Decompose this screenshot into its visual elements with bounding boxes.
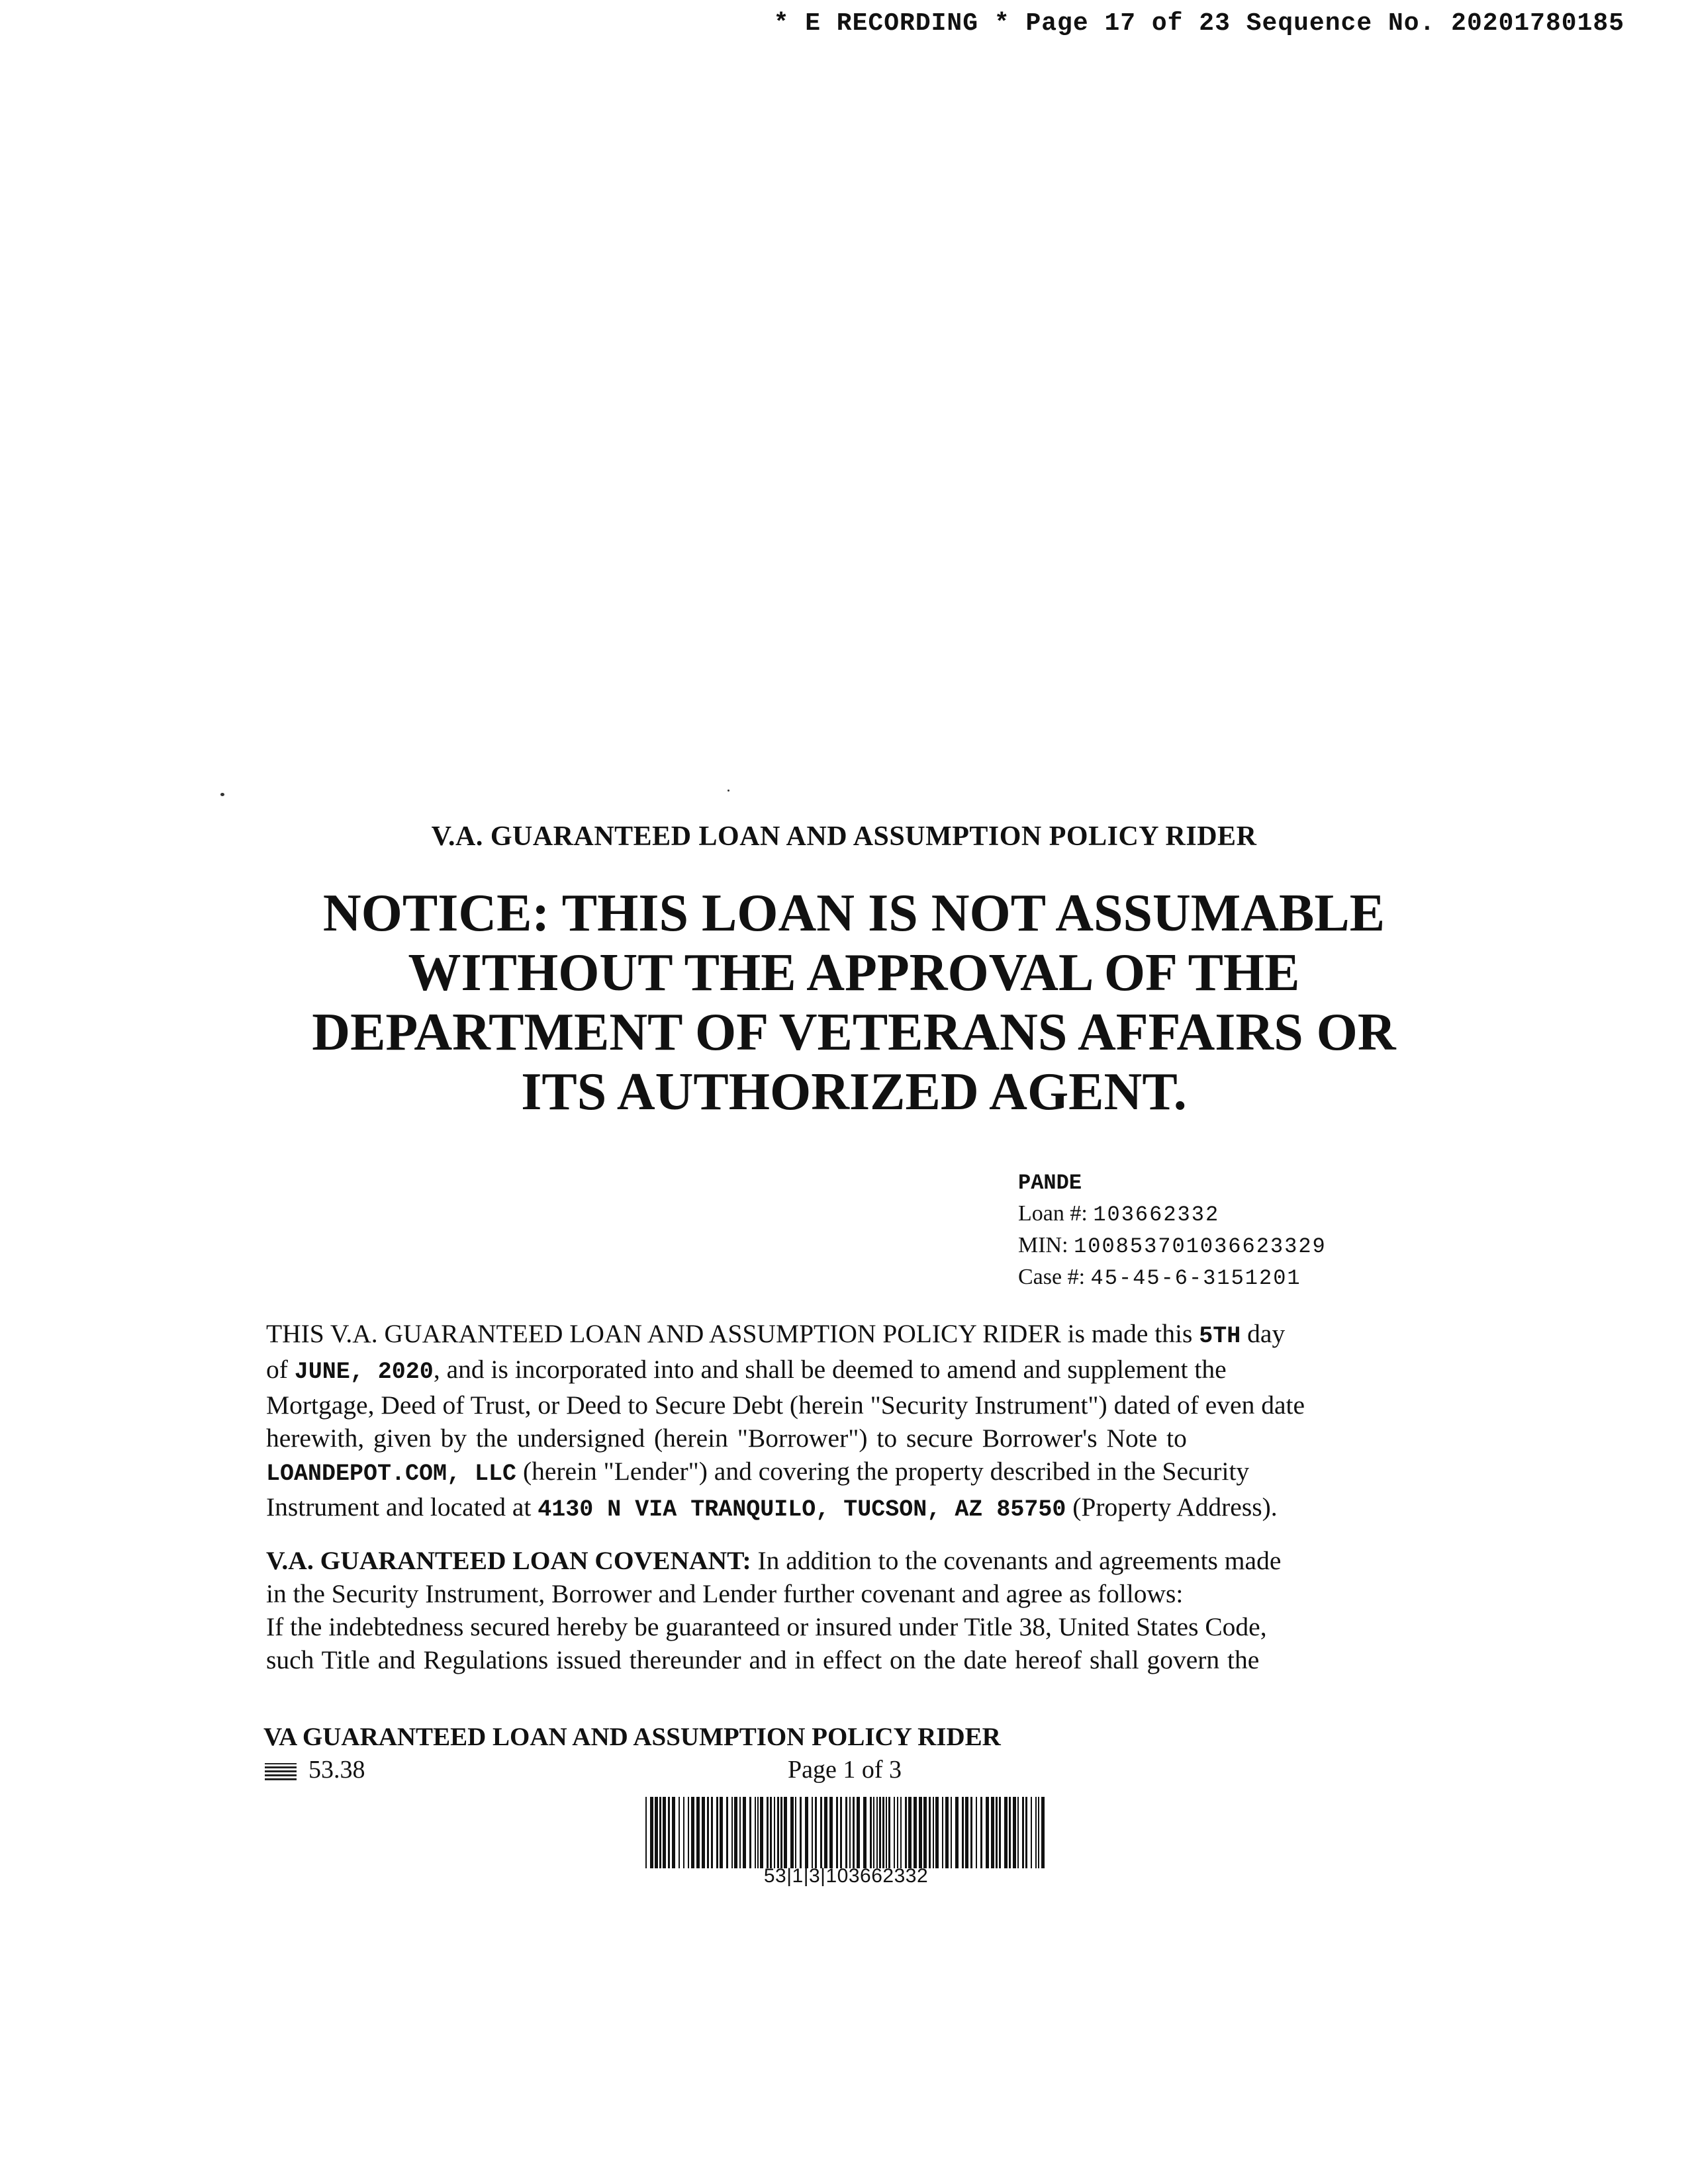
text-line: herewith, given by the undersigned (herein "Borrower") to secure Borrower's Note to <box>266 1424 1187 1453</box>
form-logo-icon <box>265 1763 297 1780</box>
text-line: such Title and Regulations issued thereunder and in effect on the date hereof shall govern the <box>266 1645 1260 1674</box>
barcode-bar <box>935 1797 939 1868</box>
barcode-bar <box>805 1797 808 1868</box>
text-line: If the indebtedness secured hereby be guaranteed or insured under Title 38, United States Code, <box>266 1612 1267 1641</box>
text-run: Instrument and located at <box>266 1492 538 1522</box>
barcode-bar <box>908 1797 912 1868</box>
barcode-bar <box>914 1797 917 1868</box>
barcode-bar <box>655 1797 658 1868</box>
barcode-bar <box>882 1797 884 1868</box>
barcode-bar <box>734 1797 737 1868</box>
loan-number-label: Loan #: <box>1018 1201 1088 1226</box>
barcode-bar <box>845 1797 847 1868</box>
text-line <box>266 1544 1426 1577</box>
barcode-bar <box>790 1797 794 1868</box>
barcode-bar <box>743 1797 746 1868</box>
assumption-notice <box>252 884 1456 1122</box>
form-code <box>265 1755 365 1784</box>
text-line <box>266 1317 1426 1353</box>
barcode-bar <box>774 1797 775 1868</box>
form-code-number: 53.38 <box>308 1756 365 1784</box>
barcode-bar <box>755 1797 756 1868</box>
loan-info-block <box>1018 1168 1327 1294</box>
barcode-bar <box>857 1797 860 1868</box>
barcode-bar <box>711 1797 713 1868</box>
notice-line: WITHOUT THE APPROVAL OF THE <box>408 944 1300 1002</box>
barcode-bar <box>870 1797 872 1868</box>
lender-name: LOANDEPOT.COM, LLC <box>266 1461 517 1487</box>
min-number: 100853701036623329 <box>1074 1234 1327 1259</box>
barcode-bar <box>824 1797 827 1868</box>
case-number-row <box>1018 1262 1327 1294</box>
loan-number-row <box>1018 1199 1327 1230</box>
barcode-bar <box>1025 1797 1027 1868</box>
barcode-bar <box>672 1797 675 1868</box>
barcode-bar <box>780 1797 782 1868</box>
text-run: (herein "Lender") and covering the property described in the Security <box>516 1457 1250 1486</box>
barcode-bar <box>749 1797 751 1868</box>
text-line: in the Security Instrument, Borrower and Lender further covenant and agree as follows: <box>266 1579 1184 1608</box>
barcode-bar <box>962 1797 964 1868</box>
min-label: MIN: <box>1018 1233 1068 1257</box>
barcode-bar <box>645 1797 647 1868</box>
covenant-heading: V.A. GUARANTEED LOAN COVENANT: <box>266 1546 751 1575</box>
notice-line: NOTICE: THIS LOAN IS NOT ASSUMABLE <box>322 884 1385 942</box>
barcode-bar <box>886 1797 887 1868</box>
text-run: THIS V.A. GUARANTEED LOAN AND ASSUMPTION POLICY RIDER is made this <box>266 1319 1199 1348</box>
barcode-bar <box>894 1797 895 1868</box>
rider-title: V.A. GUARANTEED LOAN AND ASSUMPTION POLICY RIDER <box>431 821 1257 852</box>
text-run: In addition to the covenants and agreements made <box>751 1546 1282 1575</box>
barcode-bar <box>829 1797 833 1868</box>
property-address: 4130 N VIA TRANQUILO, TUCSON, AZ 85750 <box>538 1496 1066 1523</box>
barcode-bar <box>986 1797 989 1868</box>
barcode-bar <box>955 1797 959 1868</box>
barcode-bar <box>980 1797 982 1868</box>
barcode <box>645 1797 1047 1868</box>
barcode-bar <box>1041 1797 1045 1868</box>
barcode-bar <box>650 1797 653 1868</box>
text-run: of <box>266 1355 295 1384</box>
barcode-bar <box>836 1797 838 1868</box>
text-run: , and is incorporated into and shall be deemed to amend and supplement the <box>433 1355 1227 1384</box>
barcode-bar <box>702 1797 705 1868</box>
intro-paragraph <box>266 1317 1426 1526</box>
barcode-bar <box>696 1797 700 1868</box>
barcode-bar <box>760 1797 763 1868</box>
barcode-bar <box>876 1797 878 1868</box>
barcode-bar <box>873 1797 874 1868</box>
barcode-bar <box>668 1797 670 1868</box>
barcode-bar <box>1017 1797 1019 1868</box>
text-run: day <box>1241 1319 1286 1348</box>
barcode-bar <box>731 1797 733 1868</box>
scan-speck <box>727 790 729 792</box>
barcode-bar <box>976 1797 977 1868</box>
barcode-bar <box>905 1797 907 1868</box>
barcode-bar <box>945 1797 949 1868</box>
case-number-label: Case #: <box>1018 1265 1086 1289</box>
text-line <box>266 1490 1426 1526</box>
barcode-bar <box>919 1797 922 1868</box>
barcode-bar <box>784 1797 787 1868</box>
barcode-bar <box>691 1797 694 1868</box>
page-number: Page 1 of 3 <box>788 1756 902 1784</box>
barcode-bar <box>951 1797 952 1868</box>
barcode-bar <box>820 1797 822 1868</box>
barcode-bar <box>840 1797 842 1868</box>
barcode-bar <box>900 1797 902 1868</box>
barcode-bar <box>679 1797 680 1868</box>
min-row <box>1018 1230 1327 1262</box>
text-line <box>266 1455 1426 1490</box>
barcode-bar <box>767 1797 769 1868</box>
barcode-bar <box>996 1797 998 1868</box>
barcode-bar <box>849 1797 851 1868</box>
barcode-bar <box>720 1797 723 1868</box>
covenant-paragraph <box>266 1544 1426 1676</box>
barcode-bar <box>812 1797 813 1868</box>
barcode-bar <box>707 1797 709 1868</box>
barcode-bar <box>726 1797 728 1868</box>
barcode-text: 53|1|3|103662332 <box>763 1865 929 1887</box>
rider-day: 5TH <box>1199 1323 1241 1349</box>
barcode-bar <box>991 1797 994 1868</box>
barcode-bar <box>965 1797 968 1868</box>
barcode-bar <box>688 1797 689 1868</box>
barcode-bar <box>999 1797 1001 1868</box>
recording-header: * E RECORDING * Page 17 of 23 Sequence No. 20201780185 <box>773 9 1624 38</box>
barcode-bar <box>795 1797 796 1868</box>
footer-title: VA GUARANTEED LOAN AND ASSUMPTION POLICY RIDER <box>263 1723 1001 1751</box>
barcode-bar <box>1038 1797 1039 1868</box>
barcode-bar <box>853 1797 855 1868</box>
barcode-bar <box>970 1797 972 1868</box>
barcode-bar <box>757 1797 759 1868</box>
loan-number: 103662332 <box>1093 1203 1220 1227</box>
barcode-bar <box>659 1797 661 1868</box>
barcode-bar <box>739 1797 741 1868</box>
barcode-bar <box>1031 1797 1032 1868</box>
barcode-bar <box>923 1797 927 1868</box>
case-number: 45-45-6-3151201 <box>1090 1266 1301 1291</box>
notice-line: ITS AUTHORIZED AGENT. <box>521 1063 1187 1121</box>
barcode-bar <box>1035 1797 1037 1868</box>
notice-line: DEPARTMENT OF VETERANS AFFAIRS OR <box>312 1003 1396 1062</box>
barcode-bar <box>770 1797 772 1868</box>
barcode-bar <box>879 1797 881 1868</box>
scan-speck <box>220 793 224 796</box>
rider-month-year: JUNE, 2020 <box>294 1359 434 1385</box>
text-run: (Property Address). <box>1066 1492 1278 1522</box>
borrower-code: PANDE <box>1018 1171 1082 1195</box>
barcode-bar <box>1022 1797 1024 1868</box>
barcode-bar <box>942 1797 943 1868</box>
barcode-bar <box>716 1797 718 1868</box>
barcode-bar <box>815 1797 817 1868</box>
barcode-bar <box>929 1797 931 1868</box>
barcode-bar <box>888 1797 890 1868</box>
text-line: Mortgage, Deed of Trust, or Deed to Secure Debt (herein "Security Instrument") dated of even date <box>266 1390 1305 1420</box>
text-line <box>266 1353 1426 1388</box>
barcode-bar <box>777 1797 779 1868</box>
barcode-bar <box>897 1797 898 1868</box>
barcode-bar <box>933 1797 934 1868</box>
barcode-bar <box>1009 1797 1011 1868</box>
barcode-bar <box>800 1797 802 1868</box>
barcode-bar <box>683 1797 684 1868</box>
barcode-bar <box>1013 1797 1016 1868</box>
barcode-bar <box>663 1797 666 1868</box>
barcode-bar <box>1004 1797 1008 1868</box>
barcode-bar <box>863 1797 867 1868</box>
